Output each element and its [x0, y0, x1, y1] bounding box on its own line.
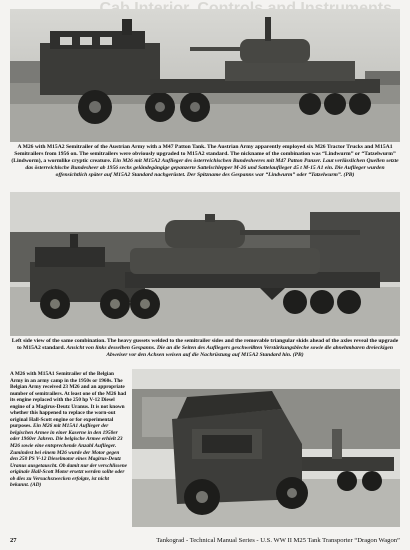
- photo2-caption-de: Ansicht von links desselben Gespanns. Die an die Seiten des Aufliegers geschweißten Verstärkungsbleche sowie die abnehmbaren dreieckigen Abweiser vor den Achsen weisen auf die Nachrüstung auf M15A2 Standard hin. (PB): [66, 344, 393, 358]
- photo-austrian-m26-m47: [10, 9, 400, 142]
- photo-belgian-m26-camp: [132, 369, 400, 527]
- photo2-caption-en: Left side view of the same combination. The heavy gussets welded to the semitrailer sides and the removable triangular skids ahead of the axles reveal the upgrade to M15A2 standard.: [11, 338, 399, 351]
- page-footer: [10, 534, 400, 546]
- photo2-caption: [10, 338, 400, 359]
- photo1-caption-de: Ein M26 mit M15A2 Auflieger des österreichischen Bundesheeres mit M47 Patton Panzer. Laut verlässlichen Quellen setzte das österreichische Bundesheer ab 1956 sechs geländegängige gepanzerte Sattelschlepper M-26 und Sattelauflieger 45 t M-15 A1 ein. Die Auflieger wurden offensichtlich später auf M15A2 Standard nachgerüstet. Der Spitzname des Gespanns war “Lindwurm” oder “Tatzelwurm”. (PB): [25, 157, 399, 178]
- photo1-caption-en: A M26 with M15A2 Semitrailer of the Austrian Army with a M47 Patton Tank. The Austrian Army apparently employed six M26 Tractor Trucks and M15A1 Semitrailers from 1956 on. The semitrailers were obviously upgraded to M15A2 standard. The nickname of the combination was “Lindwurm” or “Tatzelwurm” (Lindworm), a wormlike cryptic creature.: [11, 144, 396, 164]
- photo1-caption: [10, 144, 400, 179]
- photo3-caption-de: Ein M26 mit M15A1 Auflieger der belgischen Armee in einer Kaserne in den 1950er oder 1960er Jahren. Die belgische Armee erhielt 23 M26 sowie eine entsprechende Anzahl Auflieger. Zumindest bei einem M26 wurde der Motor gegen den 250 PS V-12 Dieselmotor eines Magirus-Deutz Uranus ausgetauscht. Ob damit nur der verschlissene originale Hall-Scott Motor ersetzt werden sollte oder ob dies zu Versuchszwecken erfolgte, ist nicht bekannt. (AD): [10, 423, 127, 489]
- photo3-caption: [10, 371, 128, 489]
- page-number: 27: [10, 536, 17, 544]
- series-title: Tankograd - Technical Manual Series - U.S. WW II M25 Tank Transporter “Dragon Wagon”: [156, 536, 400, 544]
- photo-left-side-view: [10, 192, 400, 336]
- photo3-caption-en: A M26 with M15A1 Semitrailer of the Belgian Army in an army camp in the 1950s or 1960s. The Belgian Army received 23 M26 and an appropriate number of semitrailers. At least one of the M26 had its engine replaced with the 250 hp V-12 Diesel engine of a Magirus-Deutz Uranus. It is not known whether this happened to replace the worn-out original Hall-Scott engine or for experimental purposes.: [10, 371, 127, 430]
